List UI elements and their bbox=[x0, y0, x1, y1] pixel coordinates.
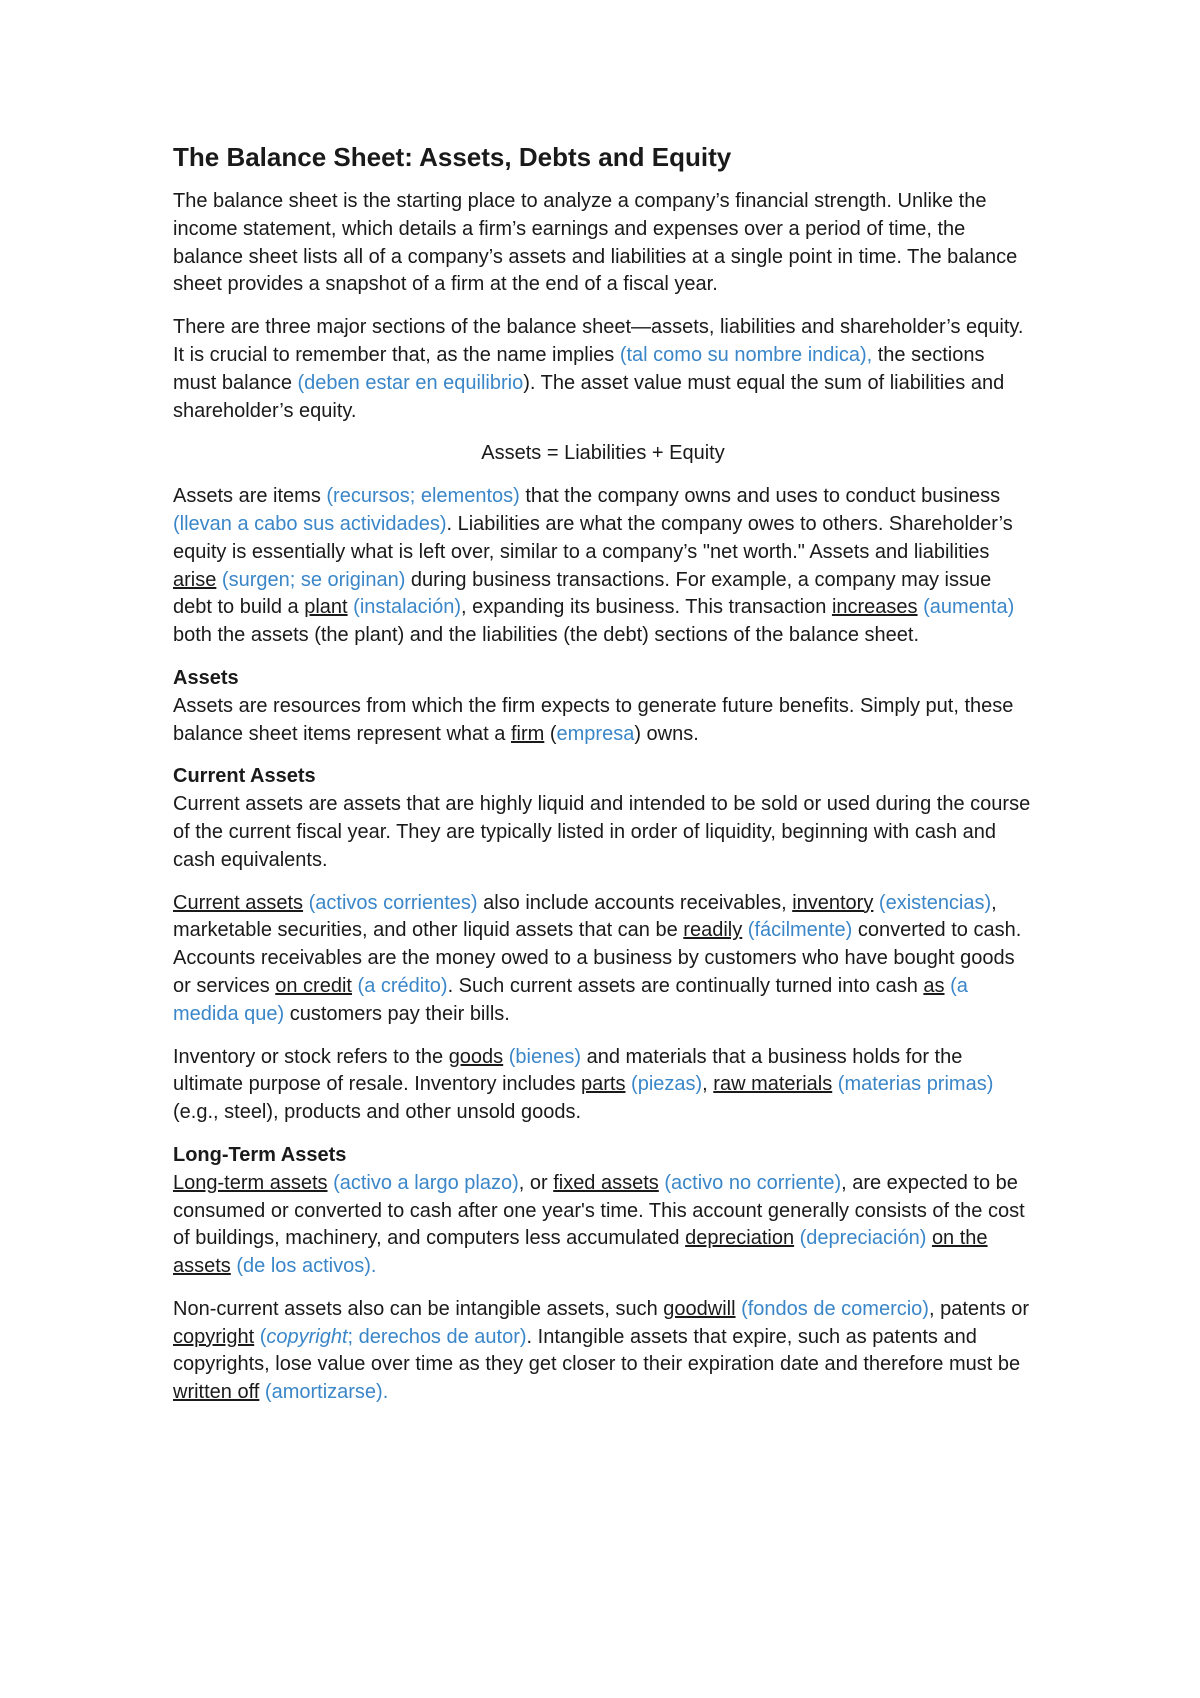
glossary-term: raw materials bbox=[713, 1073, 833, 1096]
glossary-term: plant bbox=[304, 596, 348, 619]
translation-note: (aumenta) bbox=[923, 596, 1015, 619]
text-run: Assets are items bbox=[173, 485, 327, 508]
section-heading: Current Assets bbox=[173, 765, 316, 788]
paragraph bbox=[173, 1142, 1033, 1281]
section-heading: Long-Term Assets bbox=[173, 1143, 347, 1166]
translation-note: (a medida que) bbox=[173, 974, 968, 1025]
text-run: customers pay their bills. bbox=[284, 1002, 510, 1025]
glossary-term: parts bbox=[581, 1073, 626, 1096]
text-run: There are three major sections of the balance sheet—assets, liabilities and shareholder’s equity. It is crucial to remember that, as the name implies bbox=[173, 316, 1024, 366]
glossary-term: readily bbox=[683, 919, 743, 942]
translation-note: (a crédito) bbox=[357, 974, 448, 997]
translation-note: (activos corrientes) bbox=[308, 891, 478, 914]
text-run: , bbox=[702, 1073, 714, 1096]
paragraph bbox=[173, 665, 1033, 748]
paragraph bbox=[173, 1296, 1033, 1407]
text-run: the sections must balance bbox=[173, 343, 985, 394]
translation-note: (existencias) bbox=[878, 891, 992, 914]
text-run: , patents or bbox=[928, 1297, 1030, 1320]
glossary-term: increases bbox=[831, 596, 918, 619]
translation-note: (tal como su nombre indica), bbox=[619, 343, 873, 366]
text-run: during business transactions. For example, a company may issue debt to build a bbox=[173, 568, 992, 619]
paragraph bbox=[173, 188, 1033, 299]
glossary-term: Long-term assets bbox=[173, 1171, 328, 1194]
glossary-term: goods bbox=[448, 1045, 504, 1068]
translation-note: (fondos de comercio) bbox=[741, 1297, 929, 1320]
paragraph bbox=[173, 314, 1033, 425]
translation-note: (amortizarse). bbox=[264, 1381, 389, 1404]
equation: Assets = Liabilities + Equity bbox=[481, 442, 725, 465]
document-body bbox=[173, 188, 1040, 1407]
glossary-term: fixed assets bbox=[553, 1171, 659, 1194]
translation-note: (bienes) bbox=[508, 1045, 582, 1068]
text-run: The balance sheet is the starting place to analyze a company’s financial strength. Unlike the income statement, which details a firm’s earnings and expenses over a period of time, the balance sheet lists all of a company’s assets and liabilities at a single point in time. The balance sheet provides a snapshot of a firm at the end of a fiscal year. bbox=[173, 190, 1018, 296]
text-run: that the company owns and uses to conduct business bbox=[519, 485, 1001, 508]
translation-note: ; derechos de autor) bbox=[347, 1325, 527, 1348]
glossary-term: inventory bbox=[792, 891, 874, 914]
section-heading: Assets bbox=[173, 666, 239, 689]
translation-note: ( bbox=[259, 1325, 267, 1348]
text-run: both the assets (the plant) and the liabilities (the debt) sections of the balance sheet. bbox=[173, 624, 920, 647]
text-run: ( bbox=[544, 722, 557, 745]
text-run: . Such current assets are continually turned into cash bbox=[447, 974, 924, 997]
text-run: . Intangible assets that expire, such as patents and copyrights, lose value over time as they get closer to their expiration date and therefore must be bbox=[173, 1325, 1021, 1376]
glossary-term: copyright bbox=[173, 1325, 255, 1348]
text-run: , or bbox=[518, 1171, 554, 1194]
translation-note: (activo no corriente) bbox=[664, 1171, 842, 1194]
glossary-term: written off bbox=[173, 1381, 260, 1404]
paragraph bbox=[173, 1044, 1033, 1127]
translation-note: (piezas) bbox=[631, 1073, 703, 1096]
text-run: also include accounts receivables, bbox=[477, 891, 793, 914]
glossary-term: on credit bbox=[275, 974, 352, 997]
translation-note: (llevan a cabo sus actividades) bbox=[173, 512, 447, 535]
glossary-term: as bbox=[923, 974, 945, 997]
glossary-term: firm bbox=[510, 722, 545, 745]
translation-note: copyright bbox=[266, 1325, 348, 1348]
text-run: ). The asset value must equal the sum of liabilities and shareholder’s equity. bbox=[173, 371, 1005, 422]
translation-note: (deben estar en equilibrio bbox=[297, 371, 524, 394]
translation-note: (depreciación) bbox=[799, 1227, 927, 1250]
text-run: , expanding its business. This transaction bbox=[460, 596, 832, 619]
translation-note: empresa bbox=[556, 722, 635, 745]
glossary-term: arise bbox=[173, 568, 217, 591]
paragraph bbox=[173, 890, 1033, 1029]
glossary-term: Current assets bbox=[173, 891, 304, 914]
text-run: , are expected to be consumed or converted to cash after one year's time. This account generally consists of the cost of buildings, machinery, and computers less accumulated bbox=[173, 1171, 1025, 1250]
translation-note: (surgen; se originan) bbox=[221, 568, 406, 591]
text-run: , marketable securities, and other liquid assets that can be bbox=[173, 891, 997, 942]
text-run: and materials that a business holds for the ultimate purpose of resale. Inventory includes bbox=[173, 1045, 963, 1096]
glossary-term: goodwill bbox=[663, 1297, 736, 1320]
text-run: Inventory or stock refers to the bbox=[173, 1045, 449, 1068]
document-title: The Balance Sheet: Assets, Debts and Equity bbox=[173, 142, 732, 172]
translation-note: (instalación) bbox=[353, 596, 461, 619]
translation-note: (recursos; elementos) bbox=[326, 485, 520, 508]
glossary-term: depreciation bbox=[685, 1227, 795, 1250]
text-run: Assets are resources from which the firm expects to generate future benefits. Simply put, these balance sheet items represent what a bbox=[173, 694, 1014, 745]
glossary-term: on the assets bbox=[173, 1227, 988, 1278]
paragraph bbox=[173, 763, 1033, 874]
translation-note: (de los activos). bbox=[236, 1255, 377, 1278]
translation-note: (fácilmente) bbox=[747, 919, 853, 942]
text-run: ) owns. bbox=[634, 722, 699, 745]
text-run: (e.g., steel), products and other unsold goods. bbox=[173, 1101, 582, 1124]
text-run: Current assets are assets that are highly liquid and intended to be sold or used during the course of the current fiscal year. They are typically listed in order of liquidity, beginning with cash and cash equivalents. bbox=[173, 793, 1031, 871]
text-run: converted to cash. Accounts receivables are the money owed to a business by customers who have bought goods or services bbox=[173, 919, 1022, 997]
text-run: Non-current assets also can be intangible assets, such bbox=[173, 1297, 664, 1320]
paragraph bbox=[173, 483, 1033, 650]
text-run: . Liabilities are what the company owes to others. Shareholder’s equity is essentially what is left over, similar to a company’s "net worth." Assets and liabilities bbox=[173, 512, 1013, 563]
translation-note: (activo a largo plazo) bbox=[333, 1171, 519, 1194]
translation-note: (materias primas) bbox=[837, 1073, 994, 1096]
